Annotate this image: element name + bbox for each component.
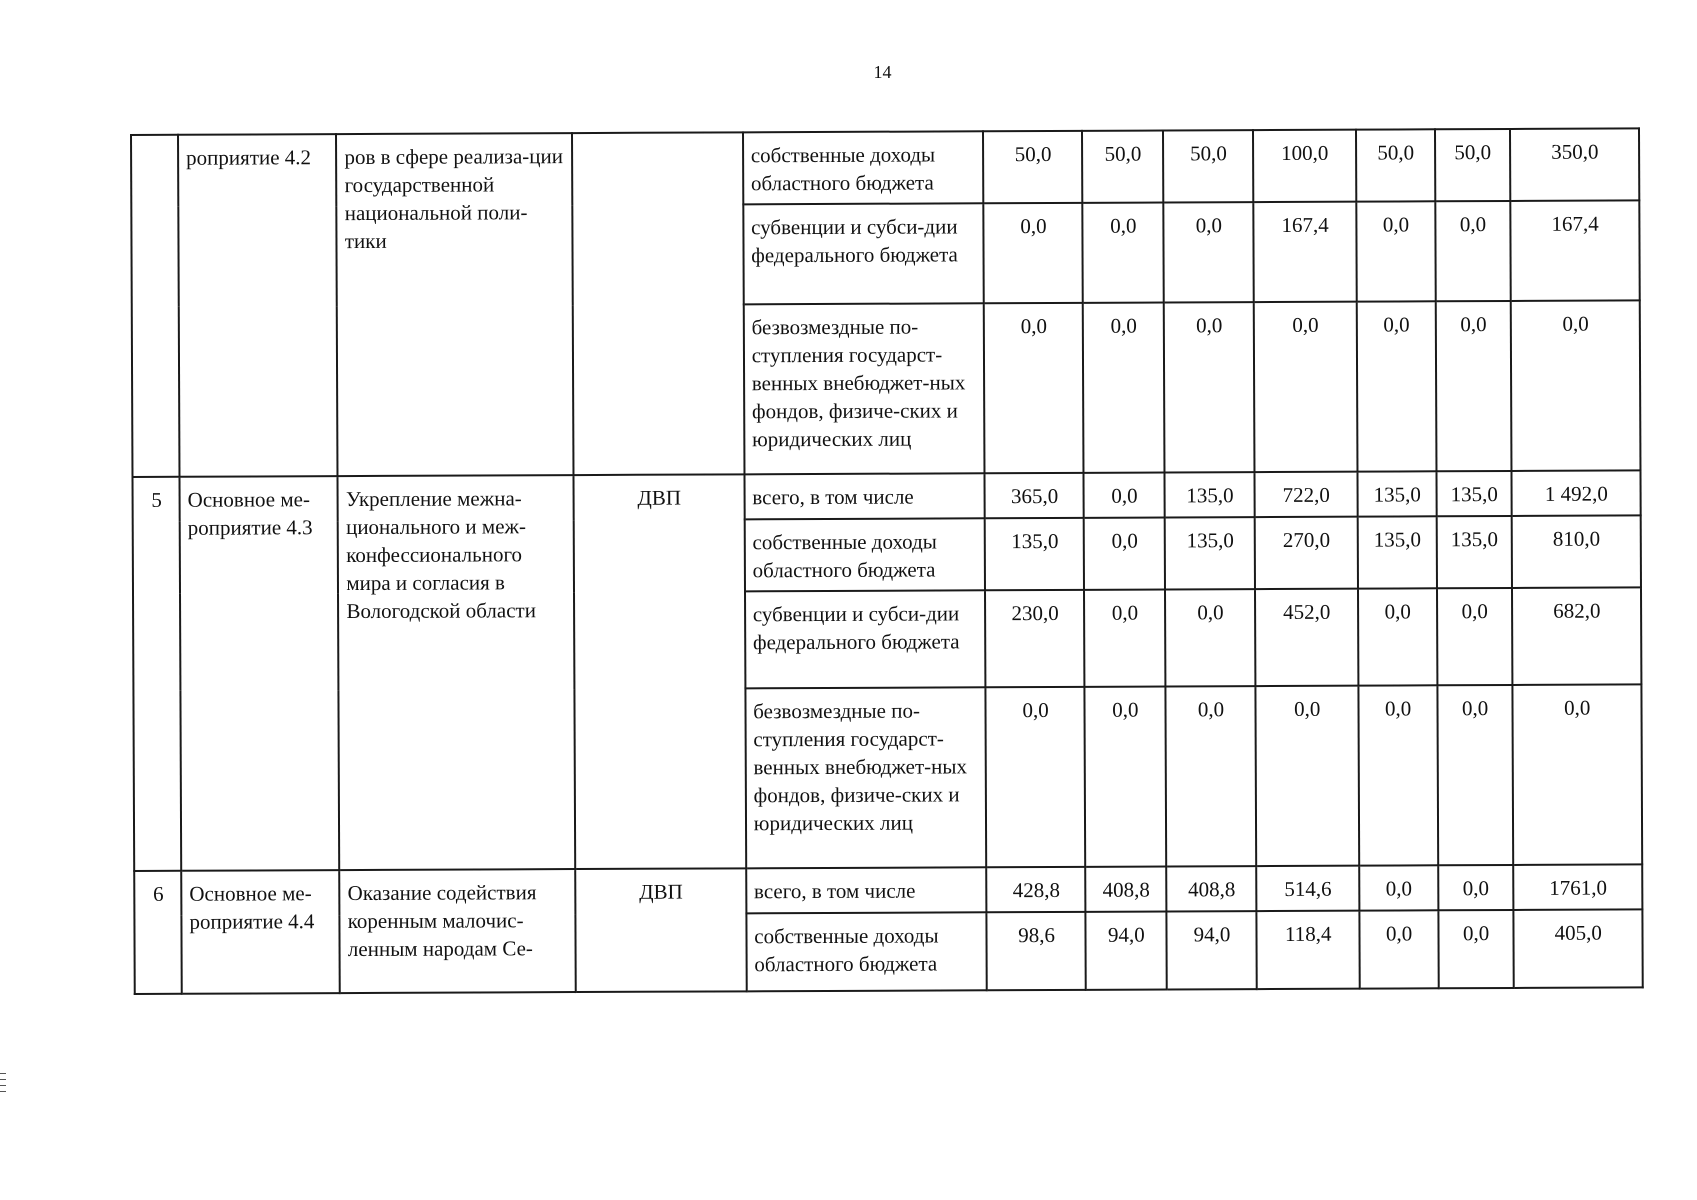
value-cell: 0,0: [1437, 588, 1512, 685]
value-cell: 100,0: [1253, 130, 1356, 202]
table-row: [132, 470, 1640, 522]
table-row: [134, 864, 1642, 916]
event-name-cell: ров в сфере реализа-ции государственной национальной поли-тики: [336, 133, 573, 476]
value-cell: 0,0: [1255, 686, 1358, 866]
value-cell: 722,0: [1254, 472, 1357, 517]
executor-cell: ДВП: [575, 868, 747, 992]
value-cell: 94,0: [1166, 911, 1256, 989]
value-cell: 428,8: [987, 867, 1086, 912]
value-cell: 408,8: [1166, 866, 1256, 911]
value-cell: 408,8: [1085, 866, 1166, 911]
value-cell: 0,0: [1165, 686, 1256, 866]
value-cell: 514,6: [1256, 866, 1359, 911]
value-cell: 0,0: [1083, 472, 1164, 517]
value-cell: 0,0: [1437, 685, 1513, 865]
value-cell: 0,0: [1438, 865, 1513, 910]
value-cell: 270,0: [1255, 517, 1358, 589]
value-cell: 135,0: [1357, 471, 1436, 516]
value-cell: 0,0: [1438, 910, 1513, 988]
executor-cell: [572, 132, 745, 475]
funding-source-cell: субвенции и субси-дии федерального бюджета: [743, 203, 984, 304]
table-body: [131, 128, 1643, 994]
value-cell: 452,0: [1255, 589, 1358, 686]
table-wrapper: [130, 127, 1644, 995]
value-cell: 0,0: [1165, 589, 1255, 686]
value-cell: 0,0: [986, 687, 1085, 867]
value-cell: 135,0: [1357, 516, 1436, 588]
value-cell: 0,0: [1435, 201, 1510, 301]
value-cell: 0,0: [1254, 302, 1357, 472]
margin-marks: [0, 1073, 6, 1097]
value-cell: 50,0: [1435, 129, 1510, 201]
value-cell: 0,0: [984, 203, 1083, 303]
value-cell: 230,0: [985, 590, 1084, 687]
value-cell: 0,0: [1084, 589, 1166, 686]
table-row: [131, 128, 1639, 207]
value-cell: 365,0: [985, 473, 1084, 518]
funding-source-cell: собственные доходы областного бюджета: [743, 131, 984, 204]
funding-source-cell: всего, в том числе: [744, 473, 985, 519]
value-cell: 135,0: [1165, 472, 1255, 517]
funding-source-cell: субвенции и субси-дии федерального бюджета: [745, 590, 986, 688]
value-cell: 135,0: [1165, 517, 1255, 589]
funding-table: [130, 127, 1644, 995]
value-cell: 50,0: [1356, 129, 1435, 201]
row-index-cell: [131, 135, 180, 477]
event-cell: Основное ме-роприятие 4.3: [180, 476, 340, 871]
value-cell: 0,0: [1359, 910, 1438, 988]
value-cell: 135,0: [1436, 471, 1511, 516]
value-cell: 682,0: [1512, 587, 1642, 685]
value-cell: 50,0: [1082, 130, 1164, 202]
value-cell: 350,0: [1510, 128, 1640, 201]
row-index-cell: 5: [132, 477, 181, 871]
value-cell: 0,0: [984, 303, 1083, 473]
funding-source-cell: собственные доходы областного бюджета: [744, 518, 985, 591]
value-cell: 810,0: [1511, 515, 1641, 588]
page-number: 14: [873, 62, 892, 82]
funding-source-cell: безвозмездные по-ступления государст-венных внебюджет-ных фондов, физиче-ских и юридических лиц: [745, 687, 986, 868]
value-cell: 0,0: [1082, 302, 1164, 472]
value-cell: 1761,0: [1513, 864, 1643, 910]
value-cell: 0,0: [1435, 301, 1511, 471]
row-index-cell: 6: [134, 871, 182, 994]
funding-source-cell: безвозмездные по-ступления государст-венных внебюджет-ных фондов, физиче-ских и юридических лиц: [743, 303, 984, 474]
value-cell: 0,0: [1358, 685, 1438, 865]
value-cell: 0,0: [1358, 588, 1438, 685]
value-cell: 0,0: [1356, 301, 1436, 471]
funding-source-cell: собственные доходы областного бюджета: [746, 912, 987, 991]
event-cell: роприятие 4.2: [178, 134, 338, 477]
value-cell: 94,0: [1085, 911, 1167, 989]
value-cell: 0,0: [1510, 300, 1640, 471]
value-cell: 0,0: [1084, 686, 1166, 866]
executor-cell: ДВП: [573, 474, 746, 869]
value-cell: 0,0: [1083, 517, 1165, 589]
value-cell: 118,4: [1256, 911, 1359, 989]
event-cell: Основное ме-роприятие 4.4: [181, 870, 340, 994]
value-cell: 0,0: [1164, 302, 1255, 472]
value-cell: 135,0: [1436, 516, 1511, 588]
value-cell: 98,6: [987, 912, 1086, 990]
value-cell: 50,0: [1163, 130, 1253, 202]
funding-source-cell: всего, в том числе: [746, 867, 987, 913]
value-cell: 167,4: [1253, 202, 1356, 302]
value-cell: 0,0: [1163, 202, 1253, 302]
value-cell: 167,4: [1510, 200, 1640, 301]
value-cell: 1 492,0: [1511, 470, 1641, 516]
value-cell: 0,0: [1082, 202, 1164, 302]
value-cell: 0,0: [1359, 865, 1438, 910]
event-name-cell: Укрепление межна-ционального и меж-конфессионального мира и согласия в Вологодской области: [338, 475, 575, 870]
event-name-cell: Оказание содействия коренным малочис-ленным народам Се-: [340, 869, 576, 993]
value-cell: 50,0: [983, 131, 1082, 203]
value-cell: 405,0: [1513, 909, 1643, 988]
value-cell: 0,0: [1356, 201, 1436, 301]
value-cell: 0,0: [1512, 684, 1642, 865]
value-cell: 135,0: [985, 518, 1084, 590]
